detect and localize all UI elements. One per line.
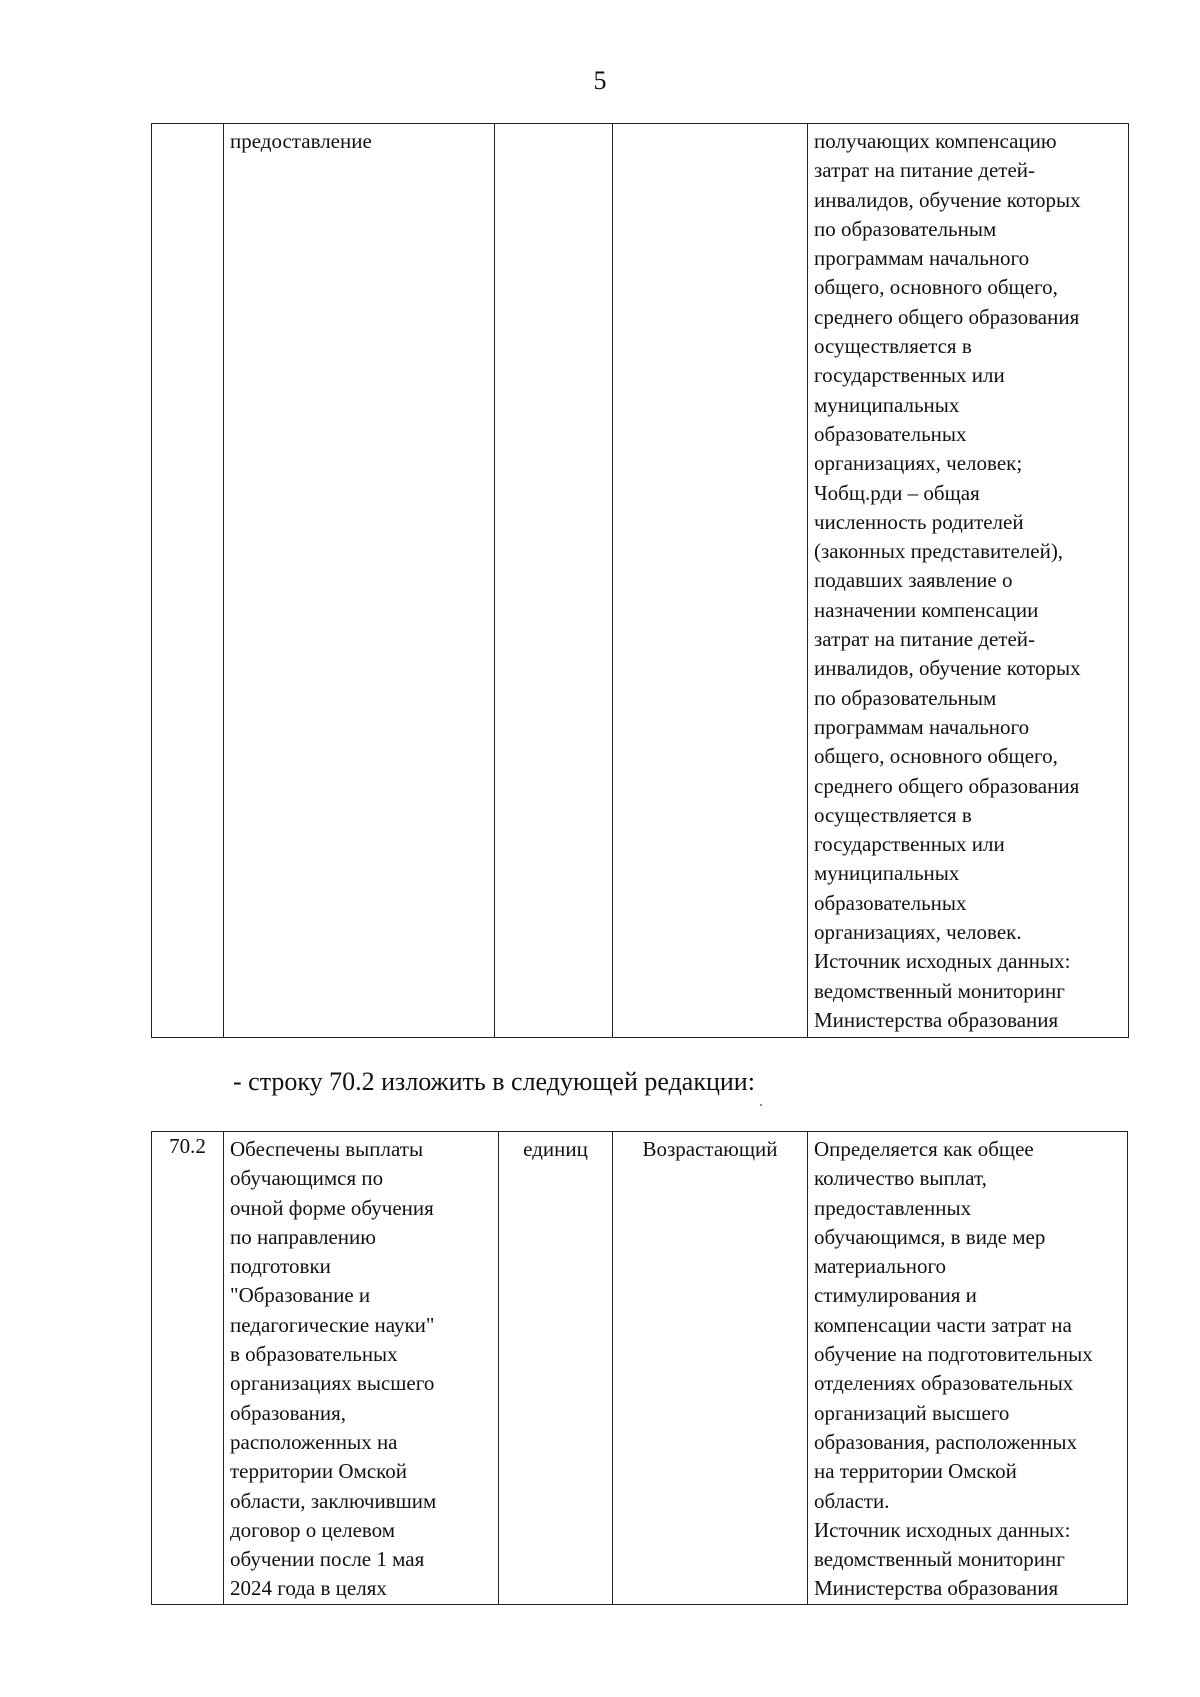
cell-unit [495,124,613,1038]
cell-name: Обеспечены выплаты обучающимся по очной форме обучения по направлению подготовки "Образование и педагогические науки" в образовательных организациях высшего образования, расположенных на территории Омской области, заключившим договор о целевом обучении после 1 мая 2024 года в целях [224,1132,499,1605]
scan-speck [760,1104,762,1106]
cell-number [152,124,224,1038]
cell-direction: Возрастающий [613,1132,808,1605]
amendment-instruction: - строку 70.2 изложить в следующей редакции: [233,1067,755,1096]
cell-number: 70.2 [152,1132,224,1605]
cell-calculation-method: Определяется как общее количество выплат, предоставленных обучающимся, в виде мер материального стимулирования и компенсации части затрат на обучение на подготовительных отделениях образовательных организаций высшего образования, расположенных на территории Омской области. Источник исходных данных: ведомственный мониторинг Министерства образования [808,1132,1128,1605]
page-number: 5 [593,66,607,95]
cell-direction [613,124,808,1038]
continued-indicator-table [151,123,1129,1038]
row-70-2-table [151,1131,1128,1605]
table-row [152,124,1129,1038]
cell-name: предоставление [224,124,495,1038]
table-row [152,1132,1128,1605]
cell-calculation-method: получающих компенсацию затрат на питание детей- инвалидов, обучение которых по образовательным программам начального общего, основного общего, среднего общего образования осуществляется в государственных или муниципальных образовательных организациях, человек; Чобщ.рди – общая численность родителей (законных представителей), подавших заявление о назначении компенсации затрат на питание детей- инвалидов, обучение которых по образовательным программам начального общего, основного общего, среднего общего образования осуществляется в государственных или муниципальных образовательных организациях, человек. Источник исходных данных: ведомственный мониторинг Министерства образования [808,124,1129,1038]
cell-unit: единиц [499,1132,613,1605]
